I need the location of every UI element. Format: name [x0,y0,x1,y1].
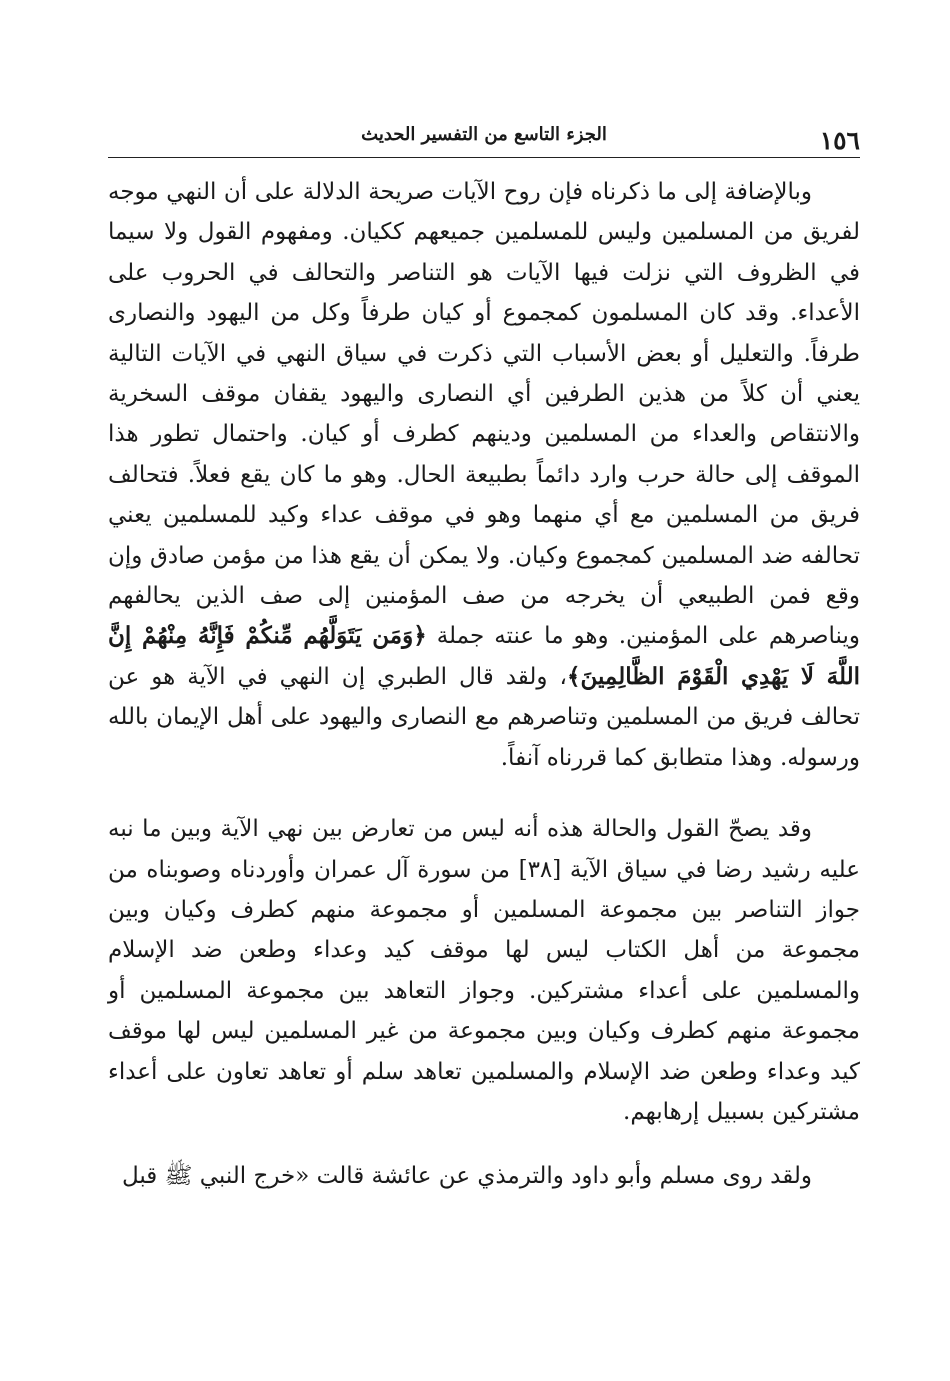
paragraph-1-text: وبالإضافة إلى ما ذكرناه فإن روح الآيات صريحة الدلالة على أن النهي موجه لفريق من المسلمين وليس للمسلمين جميعهم ككيان. ومفهوم القول ولا سيما في الظروف التي نزلت فيها الآيات هو التناصر والتحالف في الحروب على الأعداء. وقد كان المسلمون كمجموع أو كيان طرفاً وكل من اليهود والنصارى طرفاً. والتعليل أو بعض الأسباب التي ذكرت في سياق النهي في الآيات التالية يعني أن كلاً من هذين الطرفين أي النصارى واليهود يقفان موقف السخرية والانتقاص والعداء من المسلمين ودينهم كطرف أو كيان. واحتمال تطور هذا الموقف إلى حالة حرب وارد دائماً بطبيعة الحال. وهو ما كان يقع فعلاً. فتحالف فريق من المسلمين مع أي منهما وهو في موقف عداء وكيد للمسلمين يعني تحالفه ضد المسلمين كمجموع وكيان. ولا يمكن أن يقع هذا من مؤمن صادق وإن وقع فمن الطبيعي أن يخرجه من صف المؤمنين إلى صف الذين يحالفهم ويناصرهم على المؤمنين. وهو ما عنته جملة [108,179,860,650]
page-header [108,120,860,158]
running-title: الجزء التاسع من التفسير الحديث [361,124,607,145]
body-text [108,172,860,1197]
header-rule [108,157,860,158]
paragraph-3: ولقد روى مسلم وأبو داود والترمذي عن عائشة قالت «خرج النبي ﷺ قبل [121,1163,812,1190]
paragraph-2: وقد يصحّ القول والحالة هذه أنه ليس من تعارض بين نهي الآية وبين ما نبه عليه رشيد رضا في سياق الآية [٣٨] من سورة آل عمران وأوردناه وصوبناه من جواز التناصر بين مجموعة المسلمين أو مجموعة منهم كطرف وكيان وبين مجموعة من أهل الكتاب ليس لها موقف كيد وعداء وطعن ضد الإسلام والمسلمين على أعداء مشتركين. وجواز التعاهد بين مجموعة المسلمين أو مجموعة منهم كطرف وكيان وبين مجموعة من غير المسلمين ليس لها موقف كيد وعداء وطعن ضد الإسلام والمسلمين تعاهد سلم أو تعاهد تعاون على أعداء مشتركين بسبيل إرهابهم. [108,816,860,1125]
paragraph-1-continuation: ، ولقد قال الطبري إن النهي في الآية هو عن تحالف فريق من المسلمين وتناصرهم مع النصارى واليهود على أهل الإيمان بالله ورسوله. وهذا متطابق كما قررناه آنفاً. [108,663,860,771]
paragraph-1 [108,172,860,778]
quran-verse: ﴿وَمَن يَتَوَلَّهُم مِّنكُمْ فَإِنَّهُ مِنْهُمْ إِنَّ اللَّهَ لَا يَهْدِي الْقَوْمَ الظَّالِمِينَ﴾ [108,622,860,690]
page-number: ١٥٦ [819,126,860,155]
